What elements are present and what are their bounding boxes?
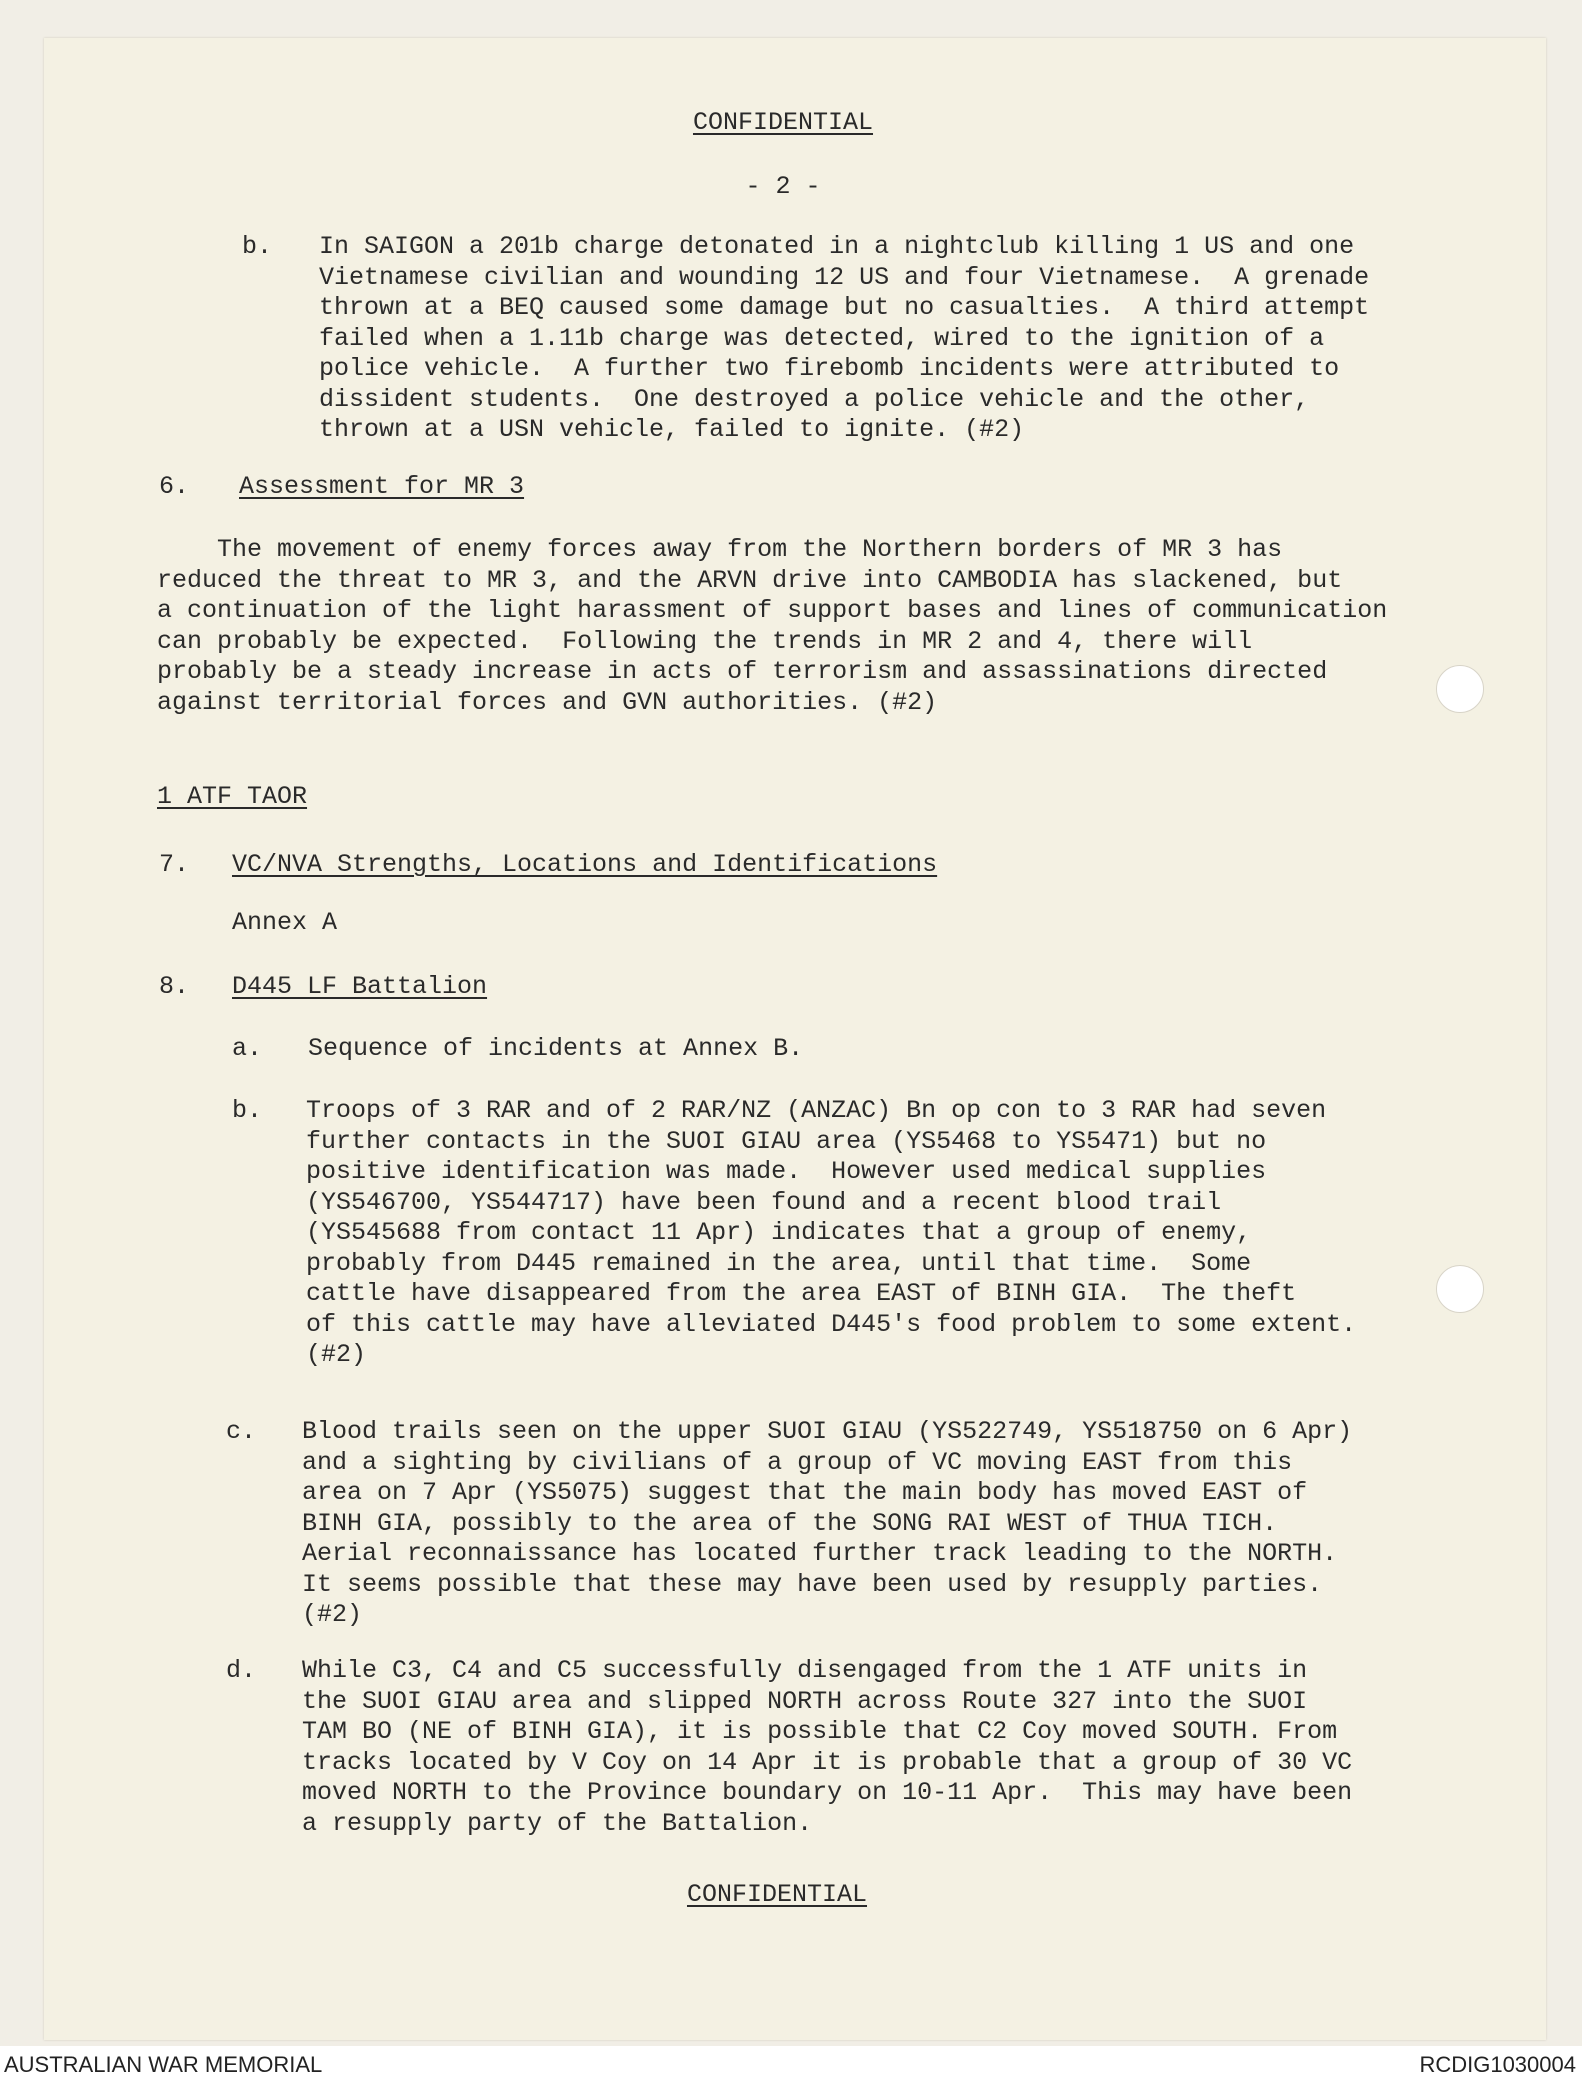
text-line: It seems possible that these may have been used by resupply parties. xyxy=(302,1569,1323,1599)
paragraph-5b xyxy=(319,232,1369,446)
section-number: 6. xyxy=(159,472,190,501)
text-line: police vehicle. A further two firebomb incidents were attributed to xyxy=(319,354,1340,383)
text-line: Sequence of incidents at Annex B. xyxy=(308,1034,804,1063)
text-line: (#2) xyxy=(306,1340,367,1369)
paragraph-8c xyxy=(302,1417,1352,1631)
paragraph-8b xyxy=(306,1096,1356,1371)
text-line: positive identification was made. However used medical supplies xyxy=(306,1157,1267,1186)
text-line: (YS546700, YS544717) have been found and a recent blood trail xyxy=(306,1187,1222,1217)
classification-header: CONFIDENTIAL xyxy=(692,108,874,137)
annex-reference: Annex A xyxy=(232,908,338,937)
text-line: TAM BO (NE of BINH GIA), it is possible that C2 Coy moved SOUTH. From xyxy=(302,1717,1338,1746)
paragraph-6 xyxy=(157,535,1387,718)
text-line: can probably be expected. Following the trends in MR 2 and 4, there will xyxy=(157,626,1253,656)
text-line: The movement of enemy forces away from the Northern borders of MR 3 has xyxy=(157,535,1283,564)
item-label: d. xyxy=(226,1656,257,1685)
text-line: the SUOI GIAU area and slipped NORTH across Route 327 into the SUOI xyxy=(302,1686,1308,1716)
text-line: area on 7 Apr (YS5075) suggest that the main body has moved EAST of xyxy=(302,1478,1308,1507)
archive-name: AUSTRALIAN WAR MEMORIAL xyxy=(4,2052,323,2077)
section-heading: D445 LF Battalion xyxy=(232,972,488,1001)
item-label: b. xyxy=(242,232,273,261)
text-line: against territorial forces and GVN authorities. (#2) xyxy=(157,687,938,717)
text-line: In SAIGON a 201b charge detonated in a nightclub killing 1 US and one xyxy=(319,232,1355,261)
page-number: - 2 - xyxy=(745,172,821,201)
text-line: thrown at a USN vehicle, failed to ignite. (#2) xyxy=(319,415,1025,444)
item-label: a. xyxy=(232,1034,263,1063)
punch-hole xyxy=(1436,1265,1484,1313)
text-line: Blood trails seen on the upper SUOI GIAU (YS522749, YS518750 on 6 Apr) xyxy=(302,1417,1353,1446)
paragraph-8a xyxy=(308,1034,803,1065)
section-heading: VC/NVA Strengths, Locations and Identifications xyxy=(232,850,938,879)
section-number: 7. xyxy=(159,850,190,879)
text-line: thrown at a BEQ caused some damage but no casualties. A third attempt xyxy=(319,293,1370,322)
text-line: failed when a 1.11b charge was detected, wired to the ignition of a xyxy=(319,323,1325,353)
text-line: While C3, C4 and C5 successfully disengaged from the 1 ATF units in xyxy=(302,1656,1308,1685)
paragraph-8d xyxy=(302,1656,1352,1839)
text-line: Aerial reconnaissance has located further track leading to the NORTH. xyxy=(302,1539,1338,1568)
item-label: b. xyxy=(232,1096,263,1125)
text-line: further contacts in the SUOI GIAU area (YS5468 to YS5471) but no xyxy=(306,1126,1267,1156)
archive-id: RCDIG1030004 xyxy=(1419,2052,1576,2077)
text-line: a continuation of the light harassment of support bases and lines of communication xyxy=(157,596,1388,625)
item-label: c. xyxy=(226,1417,257,1446)
section-number: 8. xyxy=(159,972,190,1001)
text-line: of this cattle may have alleviated D445's food problem to some extent. xyxy=(306,1309,1357,1339)
text-line: (YS545688 from contact 11 Apr) indicates that a group of enemy, xyxy=(306,1218,1252,1247)
text-line: reduced the threat to MR 3, and the ARVN drive into CAMBODIA has slackened, but xyxy=(157,565,1343,595)
punch-hole xyxy=(1436,665,1484,713)
text-line: probably from D445 remained in the area, until that time. Some xyxy=(306,1248,1252,1278)
text-line: (#2) xyxy=(302,1600,363,1629)
text-line: moved NORTH to the Province boundary on 10-11 Apr. This may have been xyxy=(302,1778,1353,1807)
text-line: Vietnamese civilian and wounding 12 US and four Vietnamese. A grenade xyxy=(319,262,1370,292)
archive-footer xyxy=(0,2046,1582,2082)
text-line: a resupply party of the Battalion. xyxy=(302,1808,813,1838)
text-line: dissident students. One destroyed a police vehicle and the other, xyxy=(319,384,1310,414)
text-line: probably be a steady increase in acts of terrorism and assassinations directed xyxy=(157,657,1328,686)
text-line: cattle have disappeared from the area EAST of BINH GIA. The theft xyxy=(306,1279,1297,1308)
classification-footer: CONFIDENTIAL xyxy=(686,1880,868,1909)
section-heading: Assessment for MR 3 xyxy=(239,472,525,501)
text-line: BINH GIA, possibly to the area of the SONG RAI WEST of THUA TICH. xyxy=(302,1508,1278,1538)
section-heading-taor: 1 ATF TAOR xyxy=(157,782,308,811)
text-line: Troops of 3 RAR and of 2 RAR/NZ (ANZAC) Bn op con to 3 RAR had seven xyxy=(306,1096,1327,1125)
text-line: and a sighting by civilians of a group of VC moving EAST from this xyxy=(302,1447,1293,1477)
text-line: tracks located by V Coy on 14 Apr it is probable that a group of 30 VC xyxy=(302,1747,1353,1777)
